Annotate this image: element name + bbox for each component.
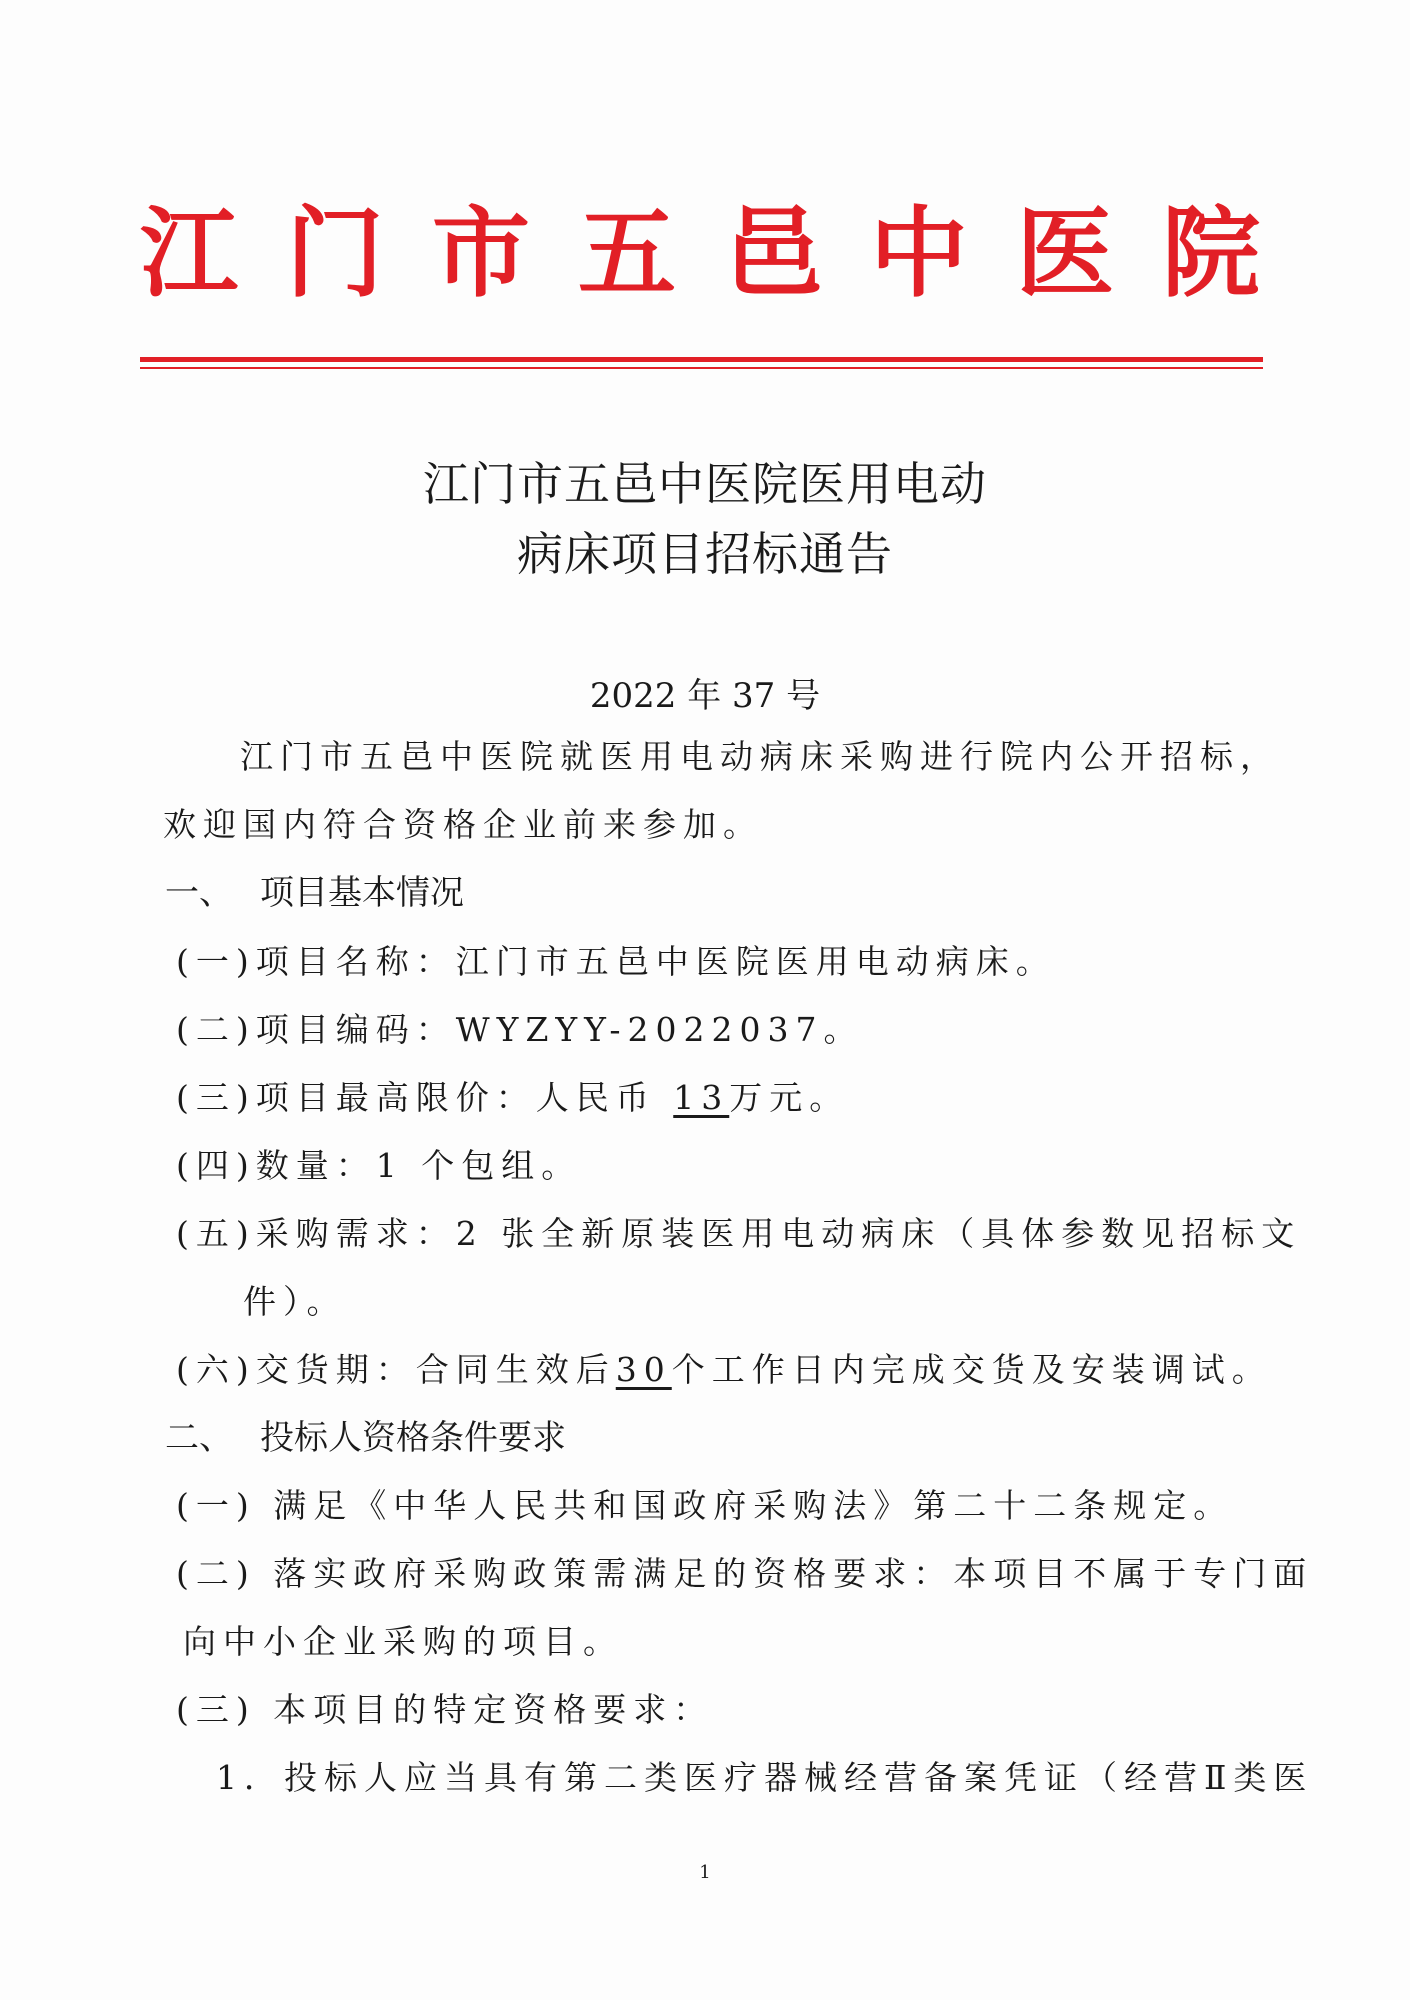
item-project-name: (一)项目名称：江门市五邑中医院医用电动病床。 bbox=[176, 942, 1056, 981]
item-delivery-period bbox=[176, 1350, 1272, 1389]
item-max-price bbox=[176, 1078, 850, 1117]
page-number: 1 bbox=[699, 1862, 711, 1883]
document-number: 2022 年 37 号 bbox=[589, 676, 821, 716]
intro-paragraph-line-1: 江门市五邑中医院就医用电动病床采购进行院内公开招标， bbox=[240, 737, 1280, 776]
delivery-days-value: 30 bbox=[615, 1350, 672, 1389]
qualification-specific-item-1: 1．投标人应当具有第二类医疗器械经营备案凭证（经营Ⅱ类医 bbox=[216, 1758, 1314, 1797]
section-1-number: 一、 bbox=[165, 873, 233, 913]
max-price-label: (三)项目最高限价：人民币 bbox=[176, 1078, 656, 1117]
item-quantity: (四)数量：1 个包组。 bbox=[176, 1146, 582, 1185]
letterhead-rule-thick bbox=[140, 357, 1263, 362]
max-price-unit: 万元。 bbox=[729, 1078, 850, 1117]
letterhead-char: 邑 bbox=[724, 196, 823, 311]
item-procurement-requirement-line-1: (五)采购需求：2 张全新原装医用电动病床（具体参数见招标文 bbox=[176, 1214, 1302, 1253]
document-title-line-1: 江门市五邑中医院医用电动 bbox=[423, 457, 987, 511]
letterhead-char: 中 bbox=[870, 196, 969, 311]
section-2-number: 二、 bbox=[165, 1418, 233, 1458]
letterhead-char: 市 bbox=[432, 196, 531, 311]
letterhead-hospital-name bbox=[140, 196, 1261, 311]
delivery-label: (六)交货期：合同生效后 bbox=[176, 1350, 616, 1389]
intro-paragraph-line-2: 欢迎国内符合资格企业前来参加。 bbox=[163, 805, 763, 844]
qualification-policy-line-2: 向中小企业采购的项目。 bbox=[183, 1622, 623, 1661]
section-2-title: 投标人资格条件要求 bbox=[260, 1418, 566, 1458]
letterhead-char: 院 bbox=[1162, 196, 1261, 311]
letterhead-char: 江 bbox=[140, 196, 239, 311]
letterhead-char: 门 bbox=[286, 196, 385, 311]
letterhead-rule-thin bbox=[140, 367, 1263, 369]
delivery-rest: 个工作日内完成交货及安装调试。 bbox=[671, 1350, 1272, 1389]
letterhead-char: 医 bbox=[1016, 196, 1115, 311]
qualification-policy-line-1: (二) 落实政府采购政策需满足的资格要求：本项目不属于专门面 bbox=[176, 1554, 1314, 1593]
section-1-title: 项目基本情况 bbox=[260, 873, 464, 913]
max-price-value: 13 bbox=[673, 1078, 730, 1117]
section-1-heading bbox=[165, 873, 464, 913]
qualification-specific-heading: (三) 本项目的特定资格要求： bbox=[176, 1690, 714, 1729]
document-title-line-2: 病床项目招标通告 bbox=[517, 527, 893, 581]
item-procurement-requirement-line-2: 件）。 bbox=[243, 1282, 347, 1321]
letterhead-char: 五 bbox=[578, 196, 677, 311]
qualification-law: (一) 满足《中华人民共和国政府采购法》第二十二条规定。 bbox=[176, 1486, 1234, 1525]
item-project-code: (二)项目编码：WYZYY-2022037。 bbox=[176, 1010, 864, 1049]
section-2-heading bbox=[165, 1418, 566, 1458]
